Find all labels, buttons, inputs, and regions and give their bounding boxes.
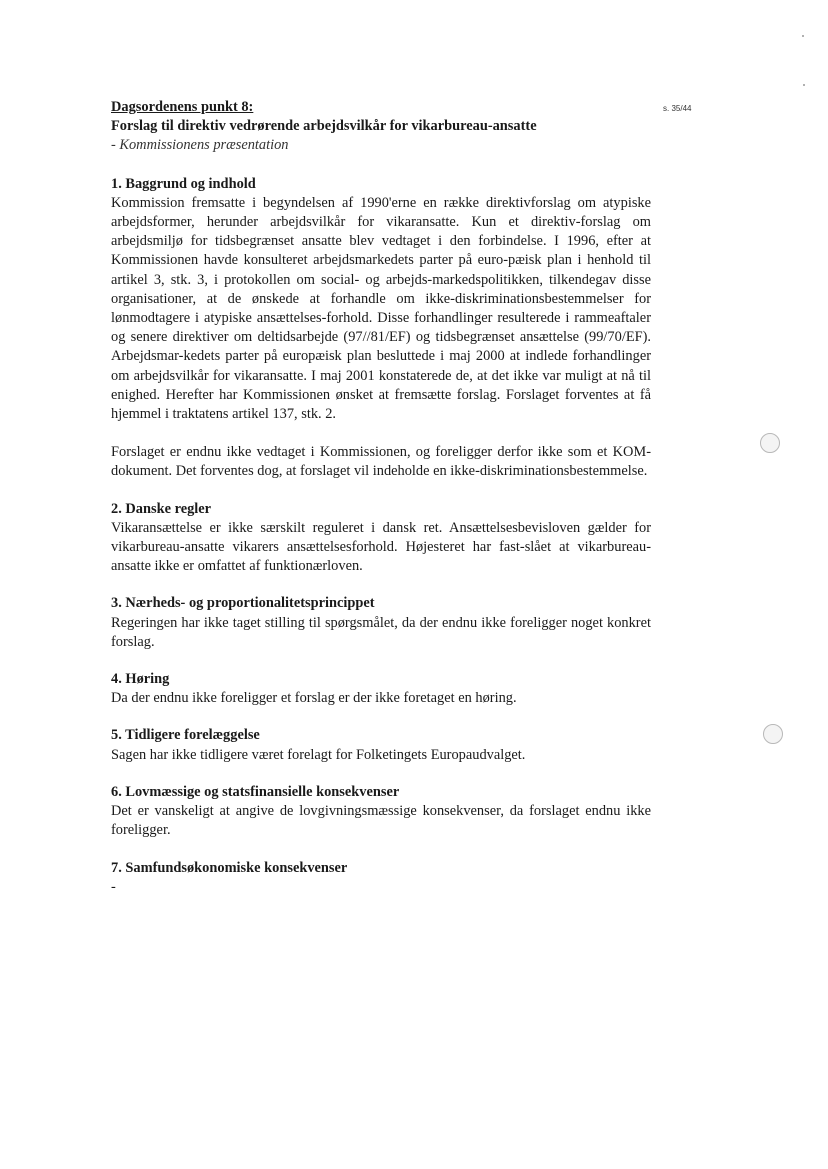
section-heading: 5. Tidligere forelæggelse <box>111 727 260 744</box>
document-body <box>111 98 651 897</box>
section-heading: 6. Lovmæssige og statsfinansielle konsekvenser <box>111 783 400 800</box>
section-subsidiarity <box>111 594 651 652</box>
section-background <box>111 175 651 482</box>
section-paragraph: Forslaget er endnu ikke vedtaget i Kommissionen, og foreligger derfor ikke som et KOM-dokument. Det forventes dog, at forslaget vil indeholde en ikke-diskriminationsbestemmelse. <box>111 444 651 480</box>
section-previous-submission <box>111 726 651 764</box>
section-danish-rules <box>111 500 651 577</box>
section-paragraph: Vikaransættelse er ikke særskilt reguleret i dansk ret. Ansættelsesbevisloven gælder for vikarbureau-ansatte vikarers ansættelsesforhold. Højesteret har fast-slået at vikarbureau-ansatte ikke er omfattet af funktionærloven. <box>111 519 651 575</box>
section-paragraph: Da der endnu ikke foreligger et forslag er der ikke foretaget en høring. <box>111 690 517 707</box>
section-consultation <box>111 670 651 708</box>
section-paragraph: Det er vanskeligt at angive de lovgivningsmæssige konsekvenser, da forslaget endnu ikke foreligger. <box>111 803 651 839</box>
section-heading: 1. Baggrund og indhold <box>111 175 256 192</box>
section-economic-consequences <box>111 859 651 897</box>
section-paragraph: Regeringen har ikke taget stilling til spørgsmålet, da der endnu ikke foreligger noget konkret forslag. <box>111 614 651 650</box>
section-legal-consequences <box>111 783 651 841</box>
punch-hole <box>760 433 780 453</box>
section-paragraph: Kommission fremsatte i begyndelsen af 1990'erne en række direktivforslag om atypiske arbejdsformer, herunder arbejdsvilkår for vikaransatte. Kun et direktiv-forslag om arbejdsmiljø for tidsbegrænset ansatte blev vedtaget i den forbindelse. I 1996, efter at Kommissionen havde konsulteret arbejdsmarkedets parter på euro-pæisk plan i henhold til artikel 3, stk. 3, i protokollen om social- og arbejds-markedspolitikken, tilkendegav disse organisationer, at de ønskede at forhandle om ikke-diskriminationsbestemmelser for lønmodtagere i atypiske ansættelses-forhold. Disse forhandlinger resulterede i rammeaftaler og senere direktiver om deltidsarbejde (97//81/EF) og tidsbegrænset ansættelse (99/70/EF). Arbejdsmar-kedets parter på europæisk plan besluttede i maj 2000 at indlede forhandlinger om arbejdsvilkår for vikaransatte. I maj 2001 konstaterede de, at det ikke var muligt at nå til enighed. Herefter har Kommissionen ønsket at fremsætte forslag. Forslaget forventes at få hjemmel i traktatens artikel 137, stk. 2. <box>111 194 651 423</box>
agenda-item-title: Forslag til direktiv vedrørende arbejdsvilkår for vikarbureau-ansatte <box>111 118 537 135</box>
punch-hole <box>763 724 783 744</box>
section-heading: 7. Samfundsøkonomiske konsekvenser <box>111 859 348 876</box>
section-paragraph: Sagen har ikke tidligere været forelagt for Folketingets Europaudvalget. <box>111 746 526 763</box>
section-heading: 2. Danske regler <box>111 500 212 517</box>
agenda-item-label: Dagsordenens punkt 8: <box>111 99 254 115</box>
scan-speck <box>802 35 804 37</box>
section-heading: 3. Nærheds- og proportionalitetsprincippet <box>111 595 375 612</box>
scan-speck <box>803 84 805 86</box>
section-paragraph: - <box>111 878 116 895</box>
page-number: s. 35/44 <box>663 104 692 113</box>
section-heading: 4. Høring <box>111 671 170 688</box>
agenda-item-subtitle: - Kommissionens præsentation <box>111 137 289 154</box>
